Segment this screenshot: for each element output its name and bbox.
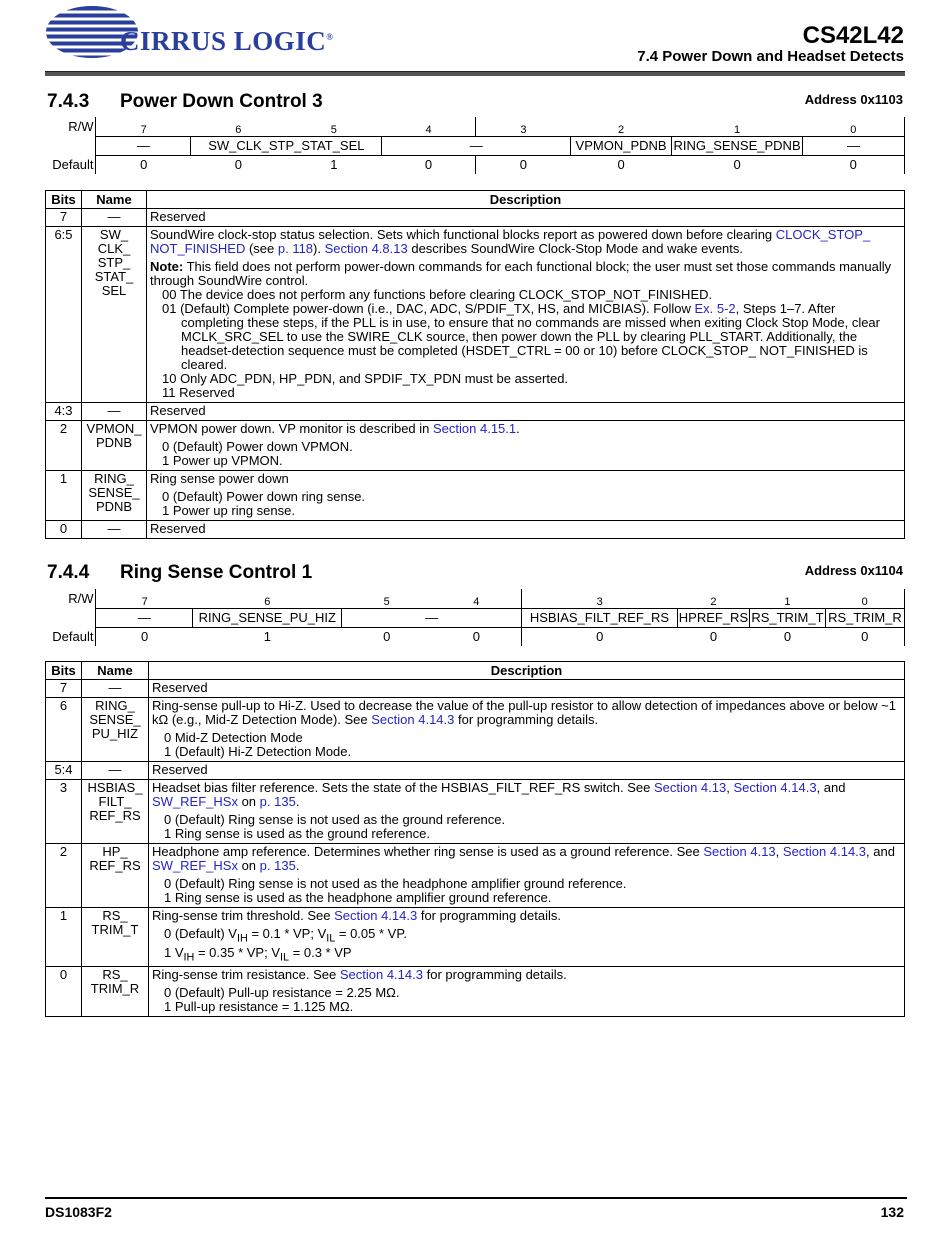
section-link[interactable]: Section 4.13 — [703, 844, 776, 859]
section-link[interactable]: Section 4.14.3 — [334, 908, 418, 923]
default-value: 0 — [617, 157, 625, 173]
default-value: 0 — [519, 157, 527, 173]
description-cell: Reserved — [149, 762, 905, 780]
name-part: FILT_ — [98, 794, 132, 809]
name-part: REF_RS — [89, 808, 141, 823]
header-rule — [45, 71, 905, 76]
bit-number: 4 — [432, 589, 522, 608]
section-title: Ring Sense Control 1 — [120, 562, 313, 583]
name-part: TRIM_R — [90, 981, 140, 997]
column-header-bits: Bits — [46, 662, 82, 680]
note-text: Note: This field does not perform power-down commands for each functional block; the user must set those commands manually through SoundWire control. — [150, 259, 892, 288]
name-part: STP_ — [97, 255, 131, 270]
logo-wordmark: CIRRUS LOGIC® — [120, 26, 334, 56]
default-value: 1 — [330, 157, 338, 173]
name-cell — [82, 471, 147, 521]
register-link[interactable]: SW_REF_HSx — [152, 794, 238, 809]
option-line: 11 Reserved — [162, 385, 235, 400]
rw-label: R/W — [68, 591, 94, 606]
default-value: 0 — [596, 629, 604, 645]
column-header-bits: Bits — [46, 191, 82, 209]
name-cell — [82, 844, 149, 908]
description-cell — [147, 227, 905, 403]
page-reference-link[interactable]: p. 135 — [259, 858, 296, 873]
name-part: SENSE_ — [89, 712, 141, 727]
field-cell: RING_SENSE_PDNB — [673, 138, 801, 153]
description-cell: Reserved — [147, 209, 905, 227]
option-line: 0 Mid-Z Detection Mode — [164, 730, 303, 745]
table-row — [46, 844, 905, 908]
running-section-title: 7.4 Power Down and Headset Detects — [637, 48, 904, 65]
bits-cell: 3 — [46, 780, 82, 844]
section-link[interactable]: Section 4.14.3 — [371, 712, 455, 727]
description-cell — [149, 908, 905, 967]
column-header-description: Description — [147, 191, 905, 209]
section-number: 7.4.3 — [47, 91, 90, 112]
table-row — [46, 471, 905, 521]
field-cell: HPREF_RS — [678, 610, 749, 625]
description-cell — [147, 471, 905, 521]
table-row — [46, 403, 905, 421]
option-line: 0 (Default) Power down VPMON. — [162, 439, 353, 454]
section-link[interactable]: Section 4.14.3 — [782, 844, 867, 859]
document-id: DS1083F2 — [45, 1204, 112, 1220]
table-row — [46, 680, 905, 698]
name-cell: — — [82, 762, 149, 780]
bit-number: 2 — [618, 123, 625, 136]
field-cell: — — [96, 608, 193, 627]
name-part: REF_RS — [89, 858, 141, 873]
name-cell: — — [82, 521, 147, 539]
description-text: Headset bias filter reference. Sets the state of the HSBIAS_FILT_REF_RS switch. See Section 4.13, Section 4.14.3, and SW_REF_HSx on p. 135. — [152, 780, 846, 809]
register-address: Address 0x1103 — [804, 92, 903, 107]
name-part: STAT_ — [94, 269, 134, 284]
option-line: 00 The device does not perform any functions before clearing CLOCK_STOP_NOT_FINISHED. — [162, 287, 713, 302]
bits-cell: 7 — [46, 680, 82, 698]
description-cell — [149, 967, 905, 1017]
bit-description-table — [45, 190, 905, 539]
bits-cell: 2 — [46, 844, 82, 908]
bits-cell: 7 — [46, 209, 82, 227]
description-cell — [149, 698, 905, 762]
option-line: 1 Ring sense is used as the ground reference. — [164, 826, 430, 841]
section-link[interactable]: Section 4.8.13 — [324, 241, 408, 256]
register-map — [45, 589, 905, 646]
field-cell: RS_TRIM_T — [751, 610, 824, 625]
name-part: TRIM_T — [91, 922, 139, 937]
table-row — [46, 762, 905, 780]
field-cell: — — [342, 608, 522, 627]
description-text: SoundWire clock-stop status selection. Sets which functional blocks report as powered down before clearing CLOCK_STOP_ NOT_FINISHED (see p. 118). Section 4.8.13 describes SoundWire Clock-Stop Mode and wake events. — [150, 227, 871, 256]
name-cell — [82, 908, 149, 967]
field-cell: — — [96, 136, 191, 155]
table-row — [46, 521, 905, 539]
rw-label: R/W — [68, 119, 94, 134]
page-number: 132 — [880, 1204, 904, 1220]
column-header-name: Name — [82, 191, 147, 209]
bit-number: 4 — [382, 117, 476, 136]
name-part: SENSE_ — [88, 485, 140, 500]
bit-number: 5 — [383, 595, 390, 608]
bit-number: 6 — [235, 123, 242, 136]
column-header-description: Description — [149, 662, 905, 680]
cross-reference-link[interactable]: CLOCK_STOP_ NOT_FINISHED — [150, 227, 871, 256]
table-row — [46, 967, 905, 1017]
default-value: 0 — [803, 155, 905, 174]
default-value: 0 — [383, 629, 391, 645]
default-value: 0 — [140, 157, 148, 173]
name-part: HSBIAS_ — [87, 780, 143, 795]
option-line: 10 Only ADC_PDN, HP_PDN, and SPDIF_TX_PDN must be asserted. — [162, 371, 569, 386]
name-part: RING_ — [95, 698, 135, 713]
field-cell: — — [803, 136, 905, 155]
page-reference-link[interactable]: p. 135 — [259, 794, 296, 809]
register-address: Address 0x1104 — [804, 563, 903, 578]
description-cell — [147, 421, 905, 471]
option-line: 01 (Default) Complete power-down (i.e., DAC, ADC, S/PDIF_TX, HS, and MICBIAS). Follow Ex. 5-2, Steps 1–7. After completing these steps, if the PLL is in use, to ensure that no commands are missed when exiting Clock Stop Mode, clear MCLK_SRC_SEL to use the SWIRE_CLK source, then power down the PLL by clearing PLL_START. Additionally, the headset-detection sequence must be completed (HSDET_CTRL = 00 or 10) before CLOCK_STOP_ NOT_FINISHED is cleared. — [162, 301, 880, 372]
bits-cell: 5:4 — [46, 762, 82, 780]
description-text: Ring-sense pull-up to Hi-Z. Used to decrease the value of the pull-up resistor to allow detection of impedances above or below ~1 kΩ (e.g., Mid-Z Detection Mode). See Section 4.14.3 for programming details. — [152, 698, 896, 727]
field-cell: RING_SENSE_PU_HIZ — [193, 608, 342, 627]
table-row — [46, 209, 905, 227]
description-cell — [149, 844, 905, 908]
register-map — [45, 117, 905, 174]
bits-cell: 0 — [46, 521, 82, 539]
section-link[interactable]: Section 4.14.3 — [733, 780, 817, 795]
description-text: Headphone amp reference. Determines whether ring sense is used as a ground reference. See Section 4.13, Section 4.14.3, and SW_REF_HSx on p. 135. — [152, 844, 895, 873]
description-text: VPMON power down. VP monitor is described in Section 4.15.1. — [150, 421, 520, 436]
section-title: Power Down Control 3 — [120, 91, 323, 112]
description-cell: Reserved — [147, 403, 905, 421]
description-text: Ring sense power down — [150, 471, 289, 486]
name-part: RS_ — [102, 967, 128, 983]
name-part: CLK_ — [97, 241, 131, 256]
option-line: 0 (Default) Pull-up resistance = 2.25 MΩ. — [164, 985, 400, 1001]
default-value: 0 — [432, 627, 522, 646]
bit-number: 0 — [803, 117, 905, 136]
footer-rule — [45, 1197, 907, 1199]
default-value: 0 — [783, 629, 792, 645]
default-value: 0 — [234, 157, 242, 173]
column-header-name: Name — [82, 662, 149, 680]
field-cell: — — [382, 136, 571, 155]
table-row — [46, 698, 905, 762]
name-part: PDNB — [95, 435, 133, 450]
field-cell: RS_TRIM_R — [825, 608, 904, 627]
description-text: Ring-sense trim threshold. See Section 4.14.3 for programming details. — [152, 908, 561, 923]
option-line: 1 Ring sense is used as the headphone amplifier ground reference. — [164, 890, 552, 905]
option-line: 0 (Default) Ring sense is not used as the ground reference. — [164, 812, 506, 827]
name-cell: — — [82, 680, 149, 698]
default-label: Default — [45, 155, 96, 174]
name-part: VPMON_ — [86, 421, 142, 436]
option-line: 0 (Default) Power down ring sense. — [162, 489, 366, 504]
bit-number: 7 — [96, 117, 191, 136]
part-number: CS42L42 — [802, 22, 904, 49]
name-cell: — — [82, 209, 147, 227]
bits-cell: 6 — [46, 698, 82, 762]
option-line: 0 (Default) $V_{IH} = 0.1$ * VP; $V_{IL} = 0.05$ * VP. — [164, 926, 407, 945]
bits-cell: 4:3 — [46, 403, 82, 421]
field-cell: HSBIAS_FILT_REF_RS — [521, 608, 677, 627]
name-cell — [82, 698, 149, 762]
field-cell: VPMON_PDNB — [571, 136, 672, 155]
name-part: RING_ — [94, 471, 134, 486]
bit-number: 3 — [520, 123, 527, 136]
description-cell — [149, 780, 905, 844]
table-row — [46, 421, 905, 471]
bits-cell: 0 — [46, 967, 82, 1017]
bit-number: 1 — [784, 595, 791, 608]
default-value: 0 — [709, 629, 718, 645]
section-number: 7.4.4 — [47, 562, 90, 583]
name-cell — [82, 421, 147, 471]
name-part: SEL — [101, 283, 127, 298]
section-link[interactable]: Section 4.13 — [653, 780, 727, 795]
name-cell — [82, 967, 149, 1017]
field-cell: SW_CLK_STP_STAT_SEL — [191, 136, 382, 155]
default-value: 0 — [141, 629, 149, 645]
section-link[interactable]: Section 4.15.1 — [433, 421, 517, 436]
bits-cell: 6:5 — [46, 227, 82, 403]
bit-number: 2 — [710, 595, 717, 608]
bit-number: 0 — [825, 589, 904, 608]
bits-cell: 1 — [46, 908, 82, 967]
option-line: 1 $V_{IH} = 0.35$ * VP; $V_{IL} = 0.3$ * VP — [164, 944, 352, 964]
option-line: 0 (Default) Ring sense is not used as the headphone amplifier ground reference. — [164, 876, 627, 891]
name-cell — [82, 780, 149, 844]
name-part: RS_ — [102, 908, 128, 923]
bit-number: 1 — [733, 123, 741, 136]
default-label: Default — [45, 627, 96, 646]
name-part: PU_HIZ — [91, 726, 139, 741]
bit-number: 6 — [264, 595, 271, 608]
table-row — [46, 908, 905, 967]
default-value: 1 — [263, 629, 271, 645]
bits-cell: 2 — [46, 421, 82, 471]
option-line: 1 Pull-up resistance = 1.125 MΩ. — [164, 999, 354, 1015]
bits-cell: 1 — [46, 471, 82, 521]
page-reference-link[interactable]: p. 118 — [277, 241, 314, 256]
bit-description-table — [45, 661, 905, 1017]
table-row — [46, 227, 905, 403]
name-part: PDNB — [95, 499, 133, 514]
default-value: 0 — [825, 627, 904, 646]
bit-number: 5 — [330, 123, 337, 136]
name-part: HP_ — [102, 844, 128, 859]
description-cell: Reserved — [149, 680, 905, 698]
option-line: 1 Power up ring sense. — [162, 503, 295, 518]
section-link[interactable]: Section 4.14.3 — [339, 967, 423, 983]
description-text: Ring-sense trim resistance. See Section 4.14.3 for programming details. — [152, 967, 567, 983]
description-cell: Reserved — [147, 521, 905, 539]
name-cell: — — [82, 403, 147, 421]
example-link[interactable]: Ex. 5-2 — [694, 301, 736, 316]
option-line: 1 Power up VPMON. — [162, 453, 283, 468]
default-value: 0 — [733, 157, 741, 173]
name-cell — [82, 227, 147, 403]
name-part: SW_ — [99, 227, 129, 242]
bit-number: 3 — [596, 595, 603, 608]
default-value: 0 — [382, 155, 476, 174]
register-link[interactable]: SW_REF_HSx — [152, 858, 238, 873]
bit-number: 7 — [96, 589, 193, 608]
option-line: 1 (Default) Hi-Z Detection Mode. — [164, 744, 352, 759]
table-row — [46, 780, 905, 844]
